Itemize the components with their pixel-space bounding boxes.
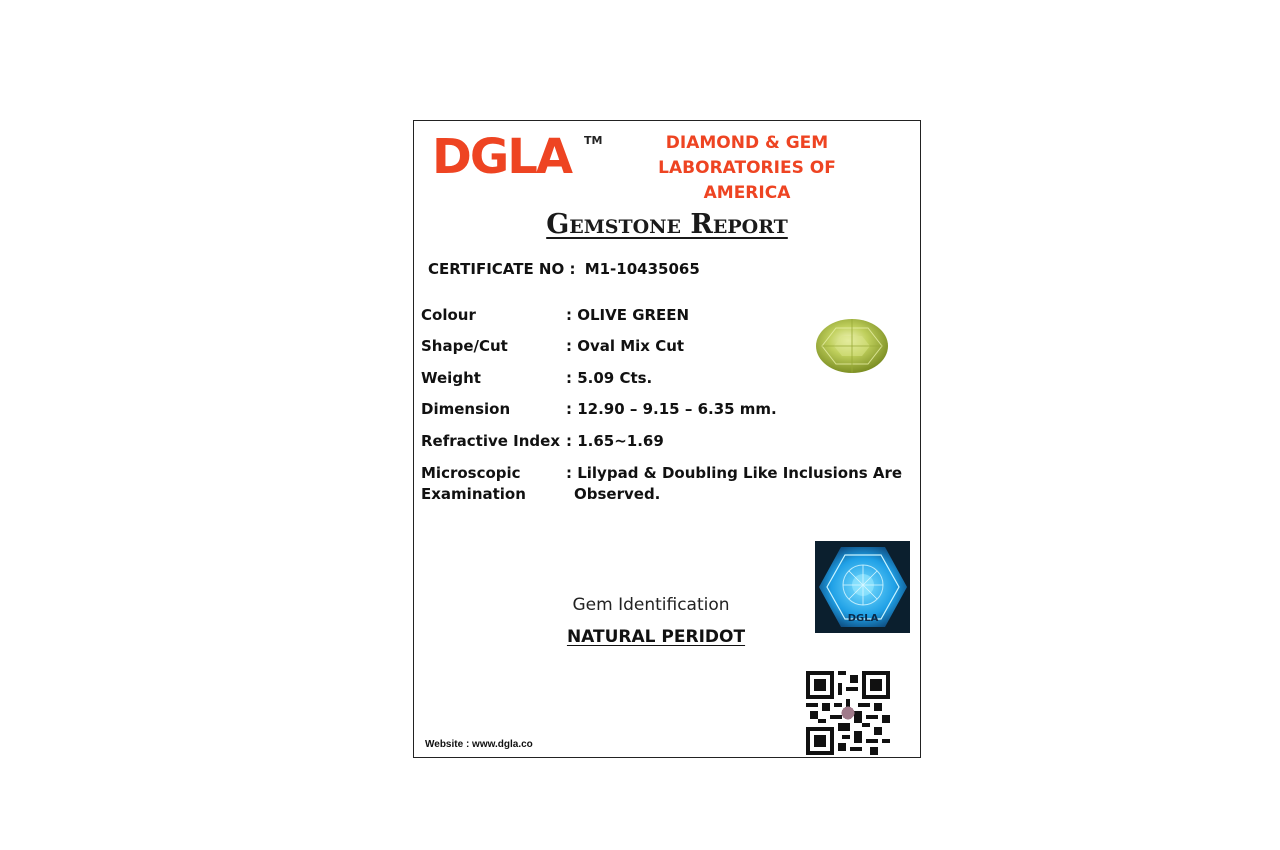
detail-value: : 5.09 Cts.	[566, 369, 653, 387]
detail-label: Refractive Index	[421, 432, 560, 450]
detail-label: Dimension	[421, 400, 511, 418]
detail-value: : Oval Mix Cut	[566, 337, 685, 355]
detail-label: Microscopic	[421, 464, 521, 482]
gemstone-report-card	[413, 120, 921, 758]
qr-code[interactable]	[806, 671, 890, 755]
detail-value: : OLIVE GREEN	[566, 306, 690, 324]
detail-label: Weight	[421, 369, 481, 387]
detail-label: Shape/Cut	[421, 337, 508, 355]
detail-label: Colour	[421, 306, 476, 324]
report-title: Gemstone Report	[546, 209, 788, 240]
gem-identification-value: NATURAL PERIDOT	[566, 627, 746, 647]
lab-name	[612, 131, 882, 206]
hologram-text: DGLA	[847, 613, 879, 624]
certificate-value: M1-10435065	[584, 260, 700, 278]
detail-value: : 12.90 – 9.15 – 6.35 mm.	[566, 400, 777, 418]
peridot-gem-image	[814, 316, 894, 376]
gem-identification-label: Gem Identification	[572, 595, 730, 615]
certificate-label: CERTIFICATE NO :	[428, 260, 576, 278]
detail-value: Observed.	[574, 485, 661, 503]
logo-text: DGLA	[432, 129, 571, 185]
trademark-mark: TM	[584, 134, 603, 147]
detail-value: : Lilypad & Doubling Like Inclusions Are	[566, 464, 903, 482]
certificate-number	[428, 260, 700, 278]
detail-label: Examination	[421, 485, 526, 503]
lab-name-line1: DIAMOND & GEM	[665, 133, 829, 153]
dgla-hologram-seal	[815, 541, 910, 633]
website-footer: Website : www.dgla.co	[425, 739, 533, 750]
lab-name-line2: LABORATORIES OF AMERICA	[658, 158, 836, 203]
dgla-logo	[432, 129, 603, 185]
detail-value: : 1.65~1.69	[566, 432, 664, 450]
